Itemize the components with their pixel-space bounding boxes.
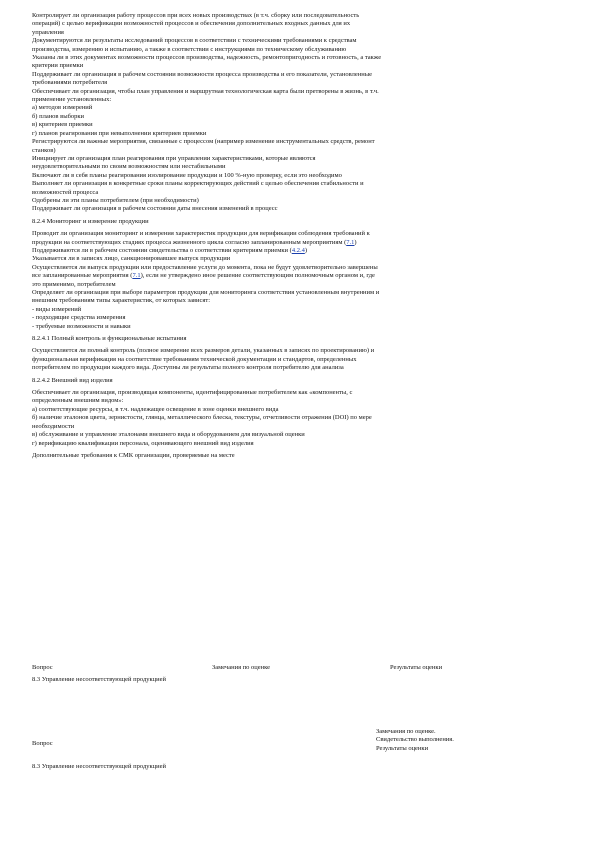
- paragraph: [32, 440, 382, 448]
- section-heading: [32, 335, 382, 343]
- paragraph: [32, 155, 382, 172]
- paragraph: [32, 205, 382, 213]
- paragraph-text: в) критериев приемки: [32, 121, 93, 129]
- paragraph: [32, 406, 382, 414]
- paragraph: [32, 37, 382, 54]
- paragraph-text: 8.2.4 Мониторинг и измерение продукции: [32, 217, 149, 225]
- paragraph-text: а) соответствующие ресурсы, в т.ч. надлежащее освещение в зоне оценки внешнего вида: [32, 405, 279, 413]
- paragraph-text: Поддерживает ли организация в рабочем состоянии возможности процесса производства и его показатели, установленные требованиями потребителя: [32, 70, 372, 87]
- paragraph-text: г) планов реагирования при невыполнении критериев приемки: [32, 129, 207, 137]
- paragraph: [32, 12, 382, 37]
- notes-line: Замечания по оценке.: [376, 728, 436, 735]
- paragraph-text: Документируются ли результаты исследований процессов в соответствии с техническими требованиями к средствам производства, измерению и испытанию, а также в соответствии с инструкциями по техническому обслуживанию: [32, 37, 357, 53]
- paragraph: [32, 88, 382, 105]
- section-title-8-3: 8.3 Управление несоответствующей продукцией: [32, 676, 166, 683]
- paragraph: [32, 306, 382, 314]
- paragraph: [32, 264, 382, 289]
- paragraph: [32, 138, 382, 155]
- column-header-notes: Замечания по оценке: [212, 664, 271, 671]
- paragraph-text: Обеспечивает ли организация, производящая компоненты, идентифицированные потребителем как «компоненты, с определенным внешним видом»:: [32, 389, 353, 405]
- paragraph: [32, 323, 382, 331]
- evidence-line: Свидетельство выполнения.: [376, 736, 454, 744]
- paragraph: [32, 389, 382, 406]
- section-heading: [32, 377, 382, 385]
- paragraph: [32, 452, 382, 460]
- paragraph-text: Дополнительные требования к СМК организации, проверяемые на месте: [32, 451, 235, 459]
- paragraph: [32, 347, 382, 372]
- paragraph-text: Инициирует ли организация план реагирования при управлении характеристиками, которые являются неудовлетворительными по своим возможностям или нестабильными: [32, 154, 316, 171]
- paragraph: [32, 121, 382, 129]
- paragraph-text-tail: ): [354, 238, 357, 246]
- paragraph: [32, 230, 382, 247]
- column-header-question-2: Вопрос: [32, 740, 53, 747]
- paragraph-text: в) обслуживание и управление эталонами внешнего вида и оборудованием для визуальной оценки: [32, 431, 305, 439]
- paragraph-text: Поддерживает ли организация в рабочем состоянии даты внесения изменений в процесс: [32, 205, 278, 213]
- paragraph-text: 8.2.4.2 Внешний вид изделия: [32, 376, 113, 384]
- section-title-8-3-repeat: 8.3 Управление несоответствующей продукцией: [32, 763, 166, 770]
- clause-reference-link[interactable]: 7.1: [132, 272, 141, 280]
- paragraph-text: Указывается ли в записях лицо, санкционировавшее выпуск продукции: [32, 255, 231, 263]
- paragraph-text: а) методов измерений: [32, 104, 93, 112]
- paragraph-text: - виды измерений: [32, 305, 82, 313]
- paragraph: [32, 130, 382, 138]
- paragraph-text: 8.2.4.1 Полный контроль и функциональные испытания: [32, 335, 187, 343]
- paragraph-text: Включают ли в себя планы реагирования изолирование продукции и 100 %-ную проверку, если это необходимо: [32, 171, 342, 179]
- paragraph: [32, 255, 382, 263]
- paragraph: [32, 314, 382, 322]
- paragraph: [32, 431, 382, 439]
- paragraph-text: Проводит ли организация мониторинг и измерения характеристик продукции для верификации соблюдения требований к продукции на соответствующих стадиях процесса жизненного цикла согласно запланированным мероприятиям (: [32, 230, 370, 246]
- paragraph-text: Выполняет ли организация в конкретные сроки планы корректирующих действий с целью обеспечения стабильности и возможностей процесса: [32, 180, 364, 196]
- paragraph: [32, 54, 382, 71]
- paragraph-text: г) верификацию квалификации персонала, оценивающего внешний вид изделия: [32, 439, 254, 447]
- paragraph: [32, 247, 382, 255]
- paragraph-text-tail: ): [304, 246, 307, 254]
- paragraph: [32, 414, 382, 431]
- results-line: Результаты оценки: [376, 744, 429, 752]
- paragraph-text: - подходящие средства измерения: [32, 314, 126, 322]
- paragraph: [32, 113, 382, 121]
- paragraph: [32, 289, 382, 306]
- paragraph: [32, 197, 382, 205]
- paragraph-text: Одобрены ли эти планы потребителем (при необходимости): [32, 196, 199, 204]
- paragraph-text: б) планов выборки: [32, 112, 85, 120]
- paragraph: [32, 172, 382, 180]
- paragraph-text: Контролирует ли организация работу процессов при всех новых производствах (в т.ч. сборку или последовательность операций) с целью верификации возможностей процессов и обеспечения дополнительных входных данных для их управления: [32, 12, 360, 36]
- paragraph-text: Поддерживаются ли в рабочем состоянии свидетельства о соответствии критериям приемки (: [32, 246, 292, 254]
- clause-reference-link[interactable]: 7.1: [346, 238, 355, 246]
- paragraph-text: Определяет ли организация при выборе параметров продукции для мониторинга соответствия установленным внутренним и внешним требованиям типы характеристик, от которых зависят:: [32, 289, 380, 305]
- column-header-notes-evidence: [376, 728, 486, 753]
- checklist-body: [32, 12, 382, 460]
- paragraph: [32, 180, 382, 197]
- paragraph-text: Обеспечивает ли организация, чтобы план управления и маршрутная технологическая карта были претворены в жизнь, в т.ч. применение установленных:: [32, 87, 379, 104]
- column-header-question: Вопрос: [32, 664, 53, 671]
- paragraph-text: Указаны ли в этих документах возможности процессов производства, надежность, ремонтопригодность и готовность, а также критерии приемки: [32, 54, 382, 70]
- paragraph-text: Осуществляется ли полный контроль (полное измерение всех размеров детали, указанных в записях по проектированию) и функциональная верификация на соответствие требованиям технической документации и стандартов, определенных потребителем по продукции каждого вида. Доступны ли результаты полного контроля потребителю для анализа: [32, 347, 375, 372]
- paragraph-text: Осуществляется ли выпуск продукции или предоставление услуги до момента, пока не будут удовлетворительно завершены все запланированные мероприятия (: [32, 263, 378, 280]
- clause-reference-link[interactable]: 4.2.4: [291, 246, 305, 254]
- paragraph: [32, 104, 382, 112]
- paragraph-text: Регистрируются ли важные мероприятия, связанные с процессом (например изменение инструментальных средств, ремонт станков): [32, 138, 375, 154]
- paragraph-text-tail: ), если не утверждено иное решение соответствующим полномочным органом и, где это применимо, потребителем: [32, 272, 375, 288]
- paragraph: [32, 71, 382, 88]
- column-header-results: Результаты оценки: [390, 664, 443, 671]
- section-heading: [32, 218, 382, 226]
- paragraph-text: б) наличие эталонов цвета, зернистости, глянца, металлического блеска, текстуры, отчетливости отражения (DOI) по мере необходимости: [32, 414, 372, 430]
- paragraph-text: - требуемые возможности и навыки: [32, 322, 131, 330]
